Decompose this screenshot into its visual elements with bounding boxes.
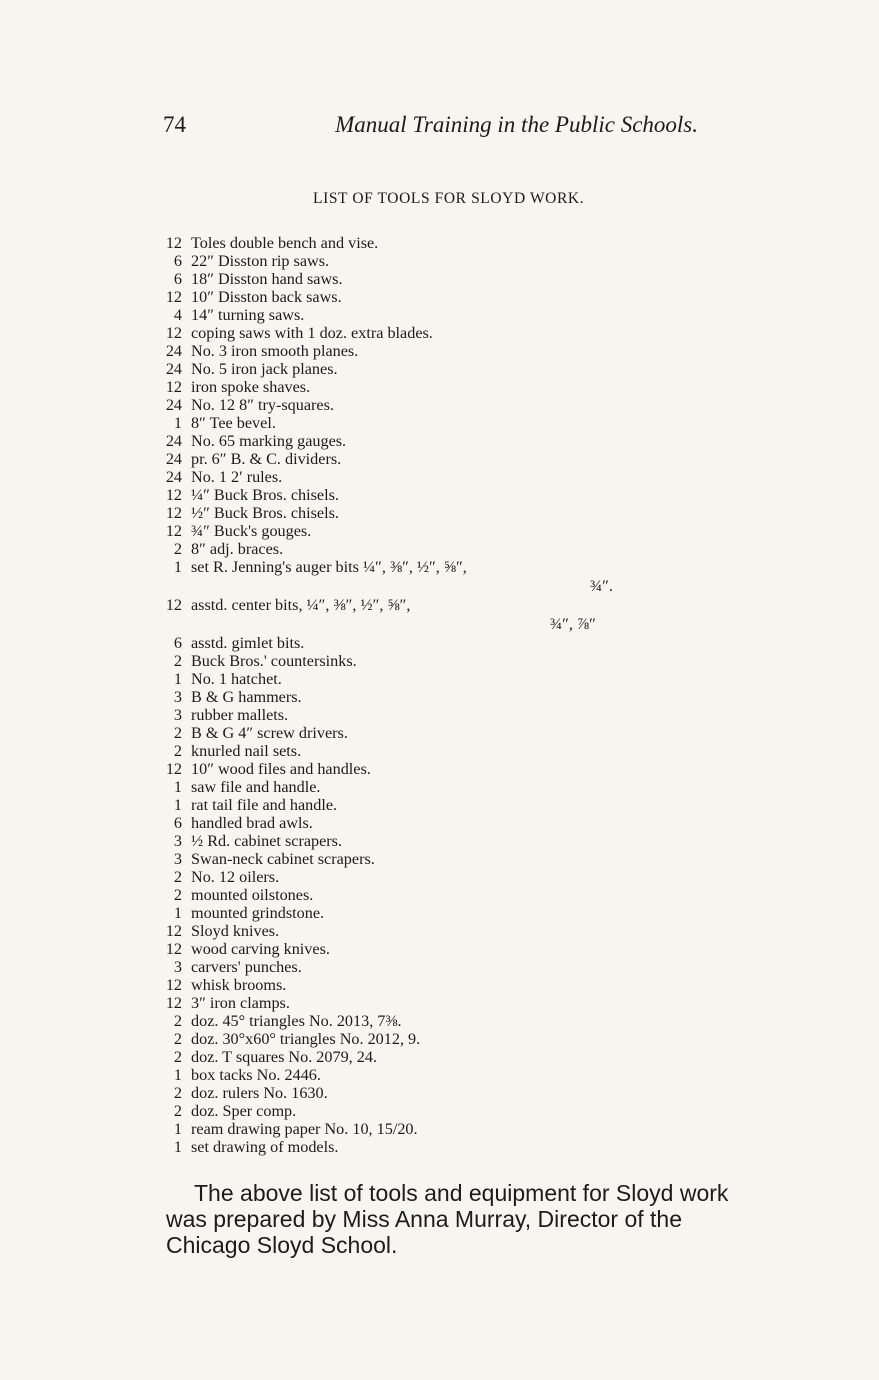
closing-note — [166, 1180, 826, 1258]
tool-description: coping saws with 1 doz. extra blades. — [191, 324, 433, 342]
tool-description: No. 65 marking gauges. — [191, 432, 347, 450]
tool-description: No. 1 hatchet. — [191, 670, 282, 688]
tool-row — [160, 1120, 680, 1138]
tool-quantity: 2 — [173, 1102, 182, 1120]
tool-row — [160, 558, 680, 596]
tool-description: doz. rulers No. 1630. — [191, 1084, 328, 1102]
tool-description: ¾″ Buck's gouges. — [191, 522, 312, 540]
tool-list — [160, 234, 680, 1156]
tool-description: 3″ iron clamps. — [191, 994, 290, 1012]
tool-quantity: 2 — [173, 868, 182, 886]
tool-row — [160, 270, 680, 288]
tool-quantity: 1 — [173, 1138, 182, 1156]
tool-quantity: 2 — [173, 1048, 182, 1066]
tool-quantity: 3 — [173, 958, 182, 976]
closing-note-line: Chicago Sloyd School. — [166, 1232, 398, 1258]
tool-description: 10″ wood files and handles. — [191, 760, 371, 778]
tool-description: No. 12 8″ try-squares. — [191, 396, 334, 414]
tool-description: pr. 6″ B. & C. dividers. — [191, 450, 342, 468]
tool-row — [160, 634, 680, 652]
tool-quantity: 12 — [165, 324, 182, 342]
tool-row — [160, 1102, 680, 1120]
tool-quantity: 12 — [165, 760, 182, 778]
tool-quantity: 3 — [173, 832, 182, 850]
tool-row — [160, 252, 680, 270]
tool-description: No. 1 2′ rules. — [191, 468, 283, 486]
tool-row — [160, 1030, 680, 1048]
tool-row — [160, 868, 680, 886]
closing-note-line: was prepared by Miss Anna Murray, Director of the — [166, 1206, 683, 1232]
tool-description: doz. 45° triangles No. 2013, 7⅜. — [191, 1012, 402, 1030]
tool-quantity: 1 — [173, 670, 182, 688]
tool-row — [160, 396, 680, 414]
tool-quantity: 12 — [165, 994, 182, 1012]
tool-description: B & G hammers. — [191, 688, 302, 706]
tool-description: No. 12 oilers. — [191, 868, 280, 886]
tool-description: 18″ Disston hand saws. — [191, 270, 343, 288]
tool-row — [160, 706, 680, 724]
tool-row — [160, 414, 680, 432]
tool-description: Sloyd knives. — [191, 922, 280, 940]
tool-quantity: 1 — [173, 558, 182, 576]
tool-row — [160, 378, 680, 396]
tool-description: rat tail file and handle. — [191, 796, 338, 814]
tool-quantity: 12 — [165, 940, 182, 958]
tool-row — [160, 540, 680, 558]
tool-quantity: 24 — [165, 396, 182, 414]
tool-row — [160, 596, 680, 634]
tool-description: ream drawing paper No. 10, 15/20. — [191, 1120, 418, 1138]
tool-description: handled brad awls. — [191, 814, 313, 832]
tool-quantity: 24 — [165, 450, 182, 468]
tool-description: 8″ Tee bevel. — [191, 414, 276, 432]
tool-quantity: 2 — [173, 1030, 182, 1048]
tool-row — [160, 1066, 680, 1084]
closing-note-line: The above list of tools and equipment for Sloyd work — [194, 1180, 729, 1206]
tool-quantity: 2 — [173, 886, 182, 904]
tool-quantity: 1 — [173, 414, 182, 432]
tool-description: No. 5 iron jack planes. — [191, 360, 338, 378]
tool-row — [160, 468, 680, 486]
tool-row — [160, 234, 680, 252]
tool-row — [160, 670, 680, 688]
tool-description: Toles double bench and vise. — [191, 234, 379, 252]
tool-quantity: 12 — [165, 976, 182, 994]
tool-description: iron spoke shaves. — [191, 378, 311, 396]
tool-quantity: 3 — [173, 688, 182, 706]
tool-row — [160, 486, 680, 504]
tool-quantity: 2 — [173, 742, 182, 760]
tool-row — [160, 940, 680, 958]
tool-row — [160, 922, 680, 940]
tool-quantity: 2 — [173, 540, 182, 558]
tool-row — [160, 288, 680, 306]
tool-description: ¼″ Buck Bros. chisels. — [191, 486, 339, 504]
tool-quantity: 12 — [165, 486, 182, 504]
tool-row — [160, 814, 680, 832]
tool-quantity: 12 — [165, 922, 182, 940]
tool-description: asstd. gimlet bits. — [191, 634, 305, 652]
tool-row — [160, 778, 680, 796]
tool-row — [160, 796, 680, 814]
tool-row — [160, 432, 680, 450]
tool-description: rubber mallets. — [191, 706, 289, 724]
tool-description: set drawing of models. — [191, 1138, 339, 1156]
tool-quantity: 1 — [173, 904, 182, 922]
tool-row — [160, 504, 680, 522]
tool-description: Buck Bros.' countersinks. — [191, 652, 357, 670]
tool-quantity: 2 — [173, 652, 182, 670]
tool-row — [160, 958, 680, 976]
tool-row — [160, 976, 680, 994]
tool-quantity: 3 — [173, 850, 182, 868]
tool-row — [160, 652, 680, 670]
tool-quantity: 1 — [173, 1066, 182, 1084]
tool-row — [160, 1138, 680, 1156]
tool-description: doz. 30°x60° triangles No. 2012, 9. — [191, 1030, 421, 1048]
tool-quantity: 12 — [165, 504, 182, 522]
tool-description: doz. Sper comp. — [191, 1102, 297, 1120]
tool-row — [160, 904, 680, 922]
tool-row — [160, 886, 680, 904]
tool-row — [160, 1084, 680, 1102]
list-heading: LIST OF TOOLS FOR SLOYD WORK. — [313, 190, 585, 207]
tool-description: mounted grindstone. — [191, 904, 325, 922]
tool-quantity: 24 — [165, 342, 182, 360]
tool-description: No. 3 iron smooth planes. — [191, 342, 359, 360]
tool-row — [160, 450, 680, 468]
tool-description-continuation: ¾″, ⅞″ — [550, 615, 596, 633]
tool-quantity: 12 — [165, 288, 182, 306]
tool-description: 22″ Disston rip saws. — [191, 252, 330, 270]
tool-quantity: 2 — [173, 724, 182, 742]
tool-description: whisk brooms. — [191, 976, 287, 994]
tool-quantity: 12 — [165, 596, 182, 614]
tool-description: carvers' punches. — [191, 958, 302, 976]
tool-row — [160, 688, 680, 706]
tool-description: 8″ adj. braces. — [191, 540, 284, 558]
tool-description: ½″ Buck Bros. chisels. — [191, 504, 339, 522]
tool-description-continuation: ¾″. — [590, 577, 613, 595]
tool-row — [160, 324, 680, 342]
tool-row — [160, 742, 680, 760]
tool-quantity: 1 — [173, 796, 182, 814]
tool-description: wood carving knives. — [191, 940, 330, 958]
tool-quantity: 2 — [173, 1084, 182, 1102]
tool-description: asstd. center bits, ¼″, ⅜″, ½″, ⅝″, — [191, 596, 411, 614]
page-header — [163, 112, 698, 146]
tool-row — [160, 760, 680, 778]
tool-quantity: 4 — [173, 306, 182, 324]
tool-quantity: 12 — [165, 378, 182, 396]
tool-row — [160, 724, 680, 742]
tool-row — [160, 360, 680, 378]
tool-quantity: 1 — [173, 778, 182, 796]
tool-quantity: 24 — [165, 360, 182, 378]
tool-quantity: 6 — [173, 814, 182, 832]
tool-quantity: 3 — [173, 706, 182, 724]
tool-quantity: 6 — [173, 634, 182, 652]
tool-row — [160, 832, 680, 850]
tool-description: ½ Rd. cabinet scrapers. — [191, 832, 343, 850]
tool-quantity: 24 — [165, 432, 182, 450]
tool-quantity: 1 — [173, 1120, 182, 1138]
tool-row — [160, 522, 680, 540]
tool-row — [160, 1048, 680, 1066]
tool-description: saw file and handle. — [191, 778, 321, 796]
running-title: Manual Training in the Public Schools. — [335, 112, 698, 137]
tool-description: B & G 4″ screw drivers. — [191, 724, 348, 742]
tool-quantity: 2 — [173, 1012, 182, 1030]
tool-description: Swan-neck cabinet scrapers. — [191, 850, 375, 868]
tool-row — [160, 850, 680, 868]
tool-row — [160, 1012, 680, 1030]
tool-row — [160, 342, 680, 360]
tool-quantity: 12 — [165, 522, 182, 540]
tool-quantity: 24 — [165, 468, 182, 486]
tool-description: set R. Jenning's auger bits ¼″, ⅜″, ½″, ⅝″, — [191, 558, 467, 576]
tool-description: knurled nail sets. — [191, 742, 302, 760]
tool-quantity: 6 — [173, 252, 182, 270]
tool-description: mounted oilstones. — [191, 886, 314, 904]
tool-description: doz. T squares No. 2079, 24. — [191, 1048, 377, 1066]
tool-description: box tacks No. 2446. — [191, 1066, 321, 1084]
tool-row — [160, 994, 680, 1012]
tool-description: 14″ turning saws. — [191, 306, 305, 324]
tool-quantity: 6 — [173, 270, 182, 288]
tool-description: 10″ Disston back saws. — [191, 288, 342, 306]
page-number: 74 — [163, 112, 186, 137]
tool-quantity: 12 — [165, 234, 182, 252]
tool-row — [160, 306, 680, 324]
